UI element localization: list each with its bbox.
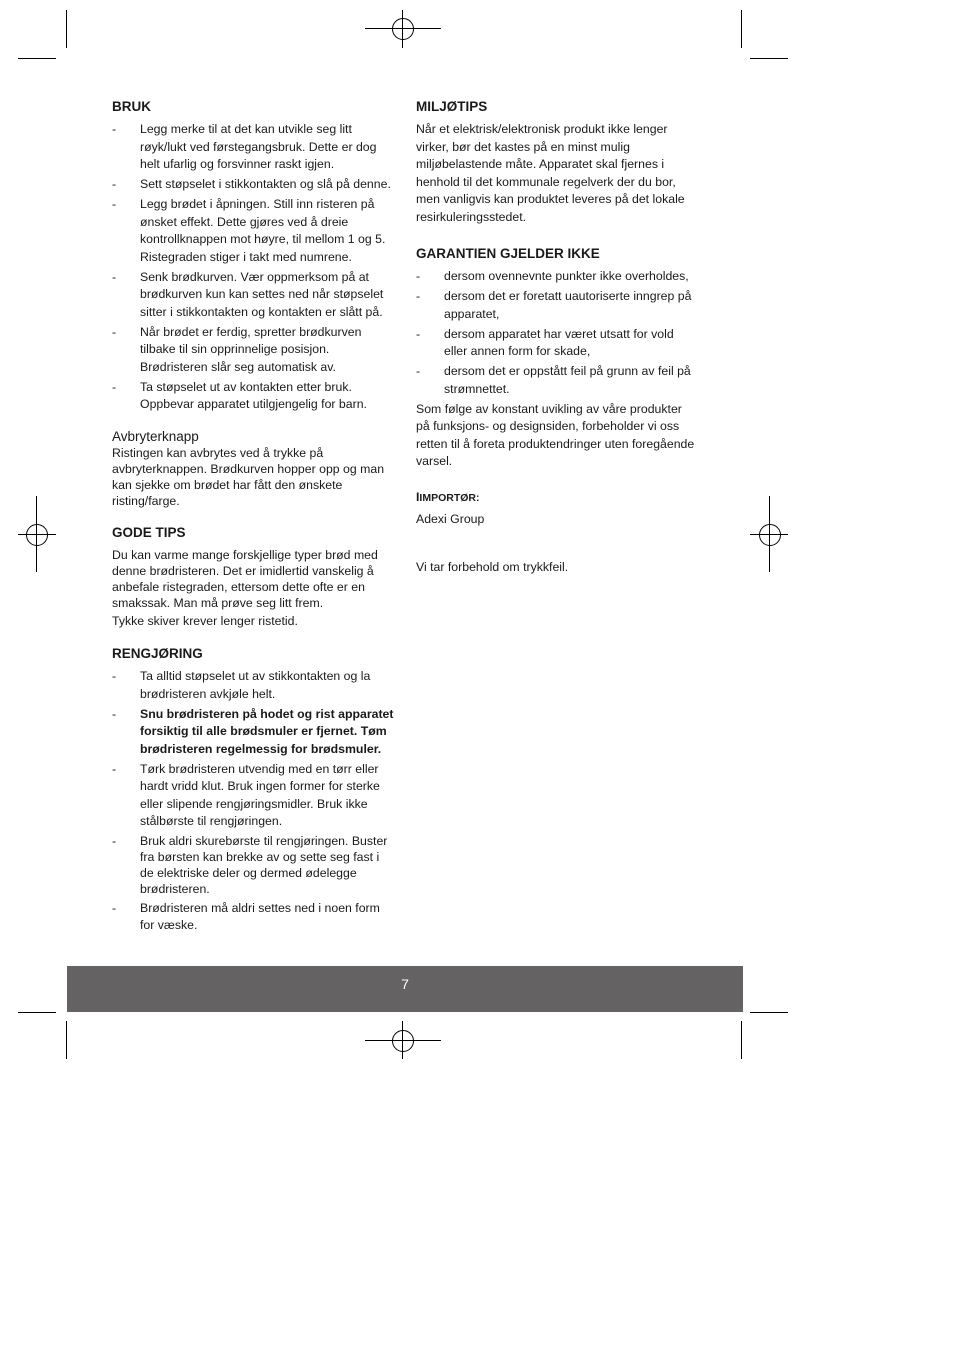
heading-gode-tips: GODE TIPS [112,524,186,540]
rengjoring-list [112,668,394,935]
section-importor [416,489,698,529]
list-item: - Tørk brødristeren utvendig med en tørr eller hardt vridd klut. Bruk ingen former for sterke eller slipende rengjøringsmidler. Bruk ikke stålbørste til rengjøringen. [112,761,380,828]
list-item: - Ta alltid støpselet ut av stikkontakten og la brødristeren avkjøle helt. [112,669,371,701]
list-item: - Senk brødkurven. Vær oppmerksom på at brødkurven kun kan settes ned når støpselet sitter i stikkontakten og kontakten er slått på. [112,269,384,319]
list-item: - Sett støpselet i stikkontakten og slå på denne. [112,177,391,191]
section-bruk [112,97,394,414]
heading-garantien: GARANTIEN GJELDER IKKE [416,246,600,261]
bruk-list [112,121,394,414]
list-item: - dersom det er foretatt uautoriserte inngrep på apparatet, [416,289,692,321]
page-number: 7 [401,976,409,992]
crop-mark [741,1021,742,1059]
section-gode-tips [112,523,394,631]
section-rengjoring [112,644,394,935]
garantien-list [416,268,698,398]
list-item: - Når brødet er ferdig, spretter brødkurven tilbake til sin opprinnelige posisjon. Brødristeren slår seg automatisk av. [112,324,362,374]
heading-bruk: BRUK [112,99,151,114]
avbryterknapp-text: Ristingen kan avbrytes ved å trykke på avbryterknappen. Brødkurven hopper opp og man kan sjekke om brødet har fått den ønskete risting/farge. [112,445,385,508]
gode-tips-text-2: Tykke skiver krever lenger ristetid. [112,613,298,628]
left-column [112,97,394,949]
crop-mark [66,1021,67,1059]
right-column [416,97,698,576]
importor-text: Adexi Group [416,512,485,526]
crop-mark [66,10,67,48]
crop-mark [18,58,56,59]
garantien-text: Som følge av konstant uvikling av våre produkter på funksjons- og designsiden, forbeholder vi oss retten til å foreta produktendringer uten foregående varsel. [416,401,695,468]
gode-tips-text: Du kan varme mange forskjellige typer brød med denne brødristeren. Det er imidlertid vanskelig å anbefale ristegraden, ettersom dette ofte er en smakssak. Man må prøve seg litt frem. [112,547,378,610]
list-item: - Legg merke til at det kan utvikle seg litt røyk/lukt ved førstegangsbruk. Dette er dog helt ufarlig og forsvinner raskt igjen. [112,122,377,171]
section-garantien [416,244,698,471]
heading-rengjoring: RENGJØRING [112,646,203,661]
footer-note: Vi tar forbehold om trykkfeil. [416,559,569,574]
heading-miljotips: MILJØTIPS [416,99,488,114]
section-avbryterknapp [112,428,394,509]
heading-avbryterknapp: Avbryterknapp [112,428,199,444]
list-item: - Legg brødet i åpningen. Still inn risteren på ønsket effekt. Dette gjøres ved å dreie kontrollknappen mot høyre, til mellom 1 og 5. Ristegraden stiger i takt med numrene. [112,197,386,264]
crop-mark [750,1012,788,1013]
section-miljotips [416,97,698,226]
crop-mark [18,1012,56,1013]
list-item: - Bruk aldri skurebørste til rengjøringen. Buster fra børsten kan brekke av og sette seg fast i de elektriske deler og dermed ødelegge brødristeren. [112,834,388,896]
list-item: - Snu brødristeren på hodet og rist apparatet forsiktig til alle brødsmuler er fjernet. Tøm brødristeren regelmessig for brødsmuler. [112,706,394,756]
heading-importor: IIMPORTØR: [416,489,480,504]
list-item: - dersom ovennevnte punkter ikke overholdes, [416,269,689,283]
list-item: - Brødristeren må aldri settes ned i noen form for væske. [112,900,380,932]
list-item: - dersom det er oppstått feil på grunn av feil på strømnettet. [416,364,691,396]
list-item: - Ta støpselet ut av kontakten etter bruk. Oppbevar apparatet utilgjengelig for barn. [112,379,367,411]
footer-bar [67,966,743,1012]
list-item: - dersom apparatet har været utsatt for vold eller annen form for skade, [416,326,674,358]
crop-mark [750,58,788,59]
miljotips-text: Når et elektrisk/elektronisk produkt ikke lenger virker, bør det kastes på en minst mulig miljøbelastende måte. Apparatet skal fjernes i henhold til det kommunale regelverk der du bor, men vanligvis kan produktet leveres på det lokale resirkuleringsstedet. [416,122,685,224]
crop-mark [741,10,742,48]
